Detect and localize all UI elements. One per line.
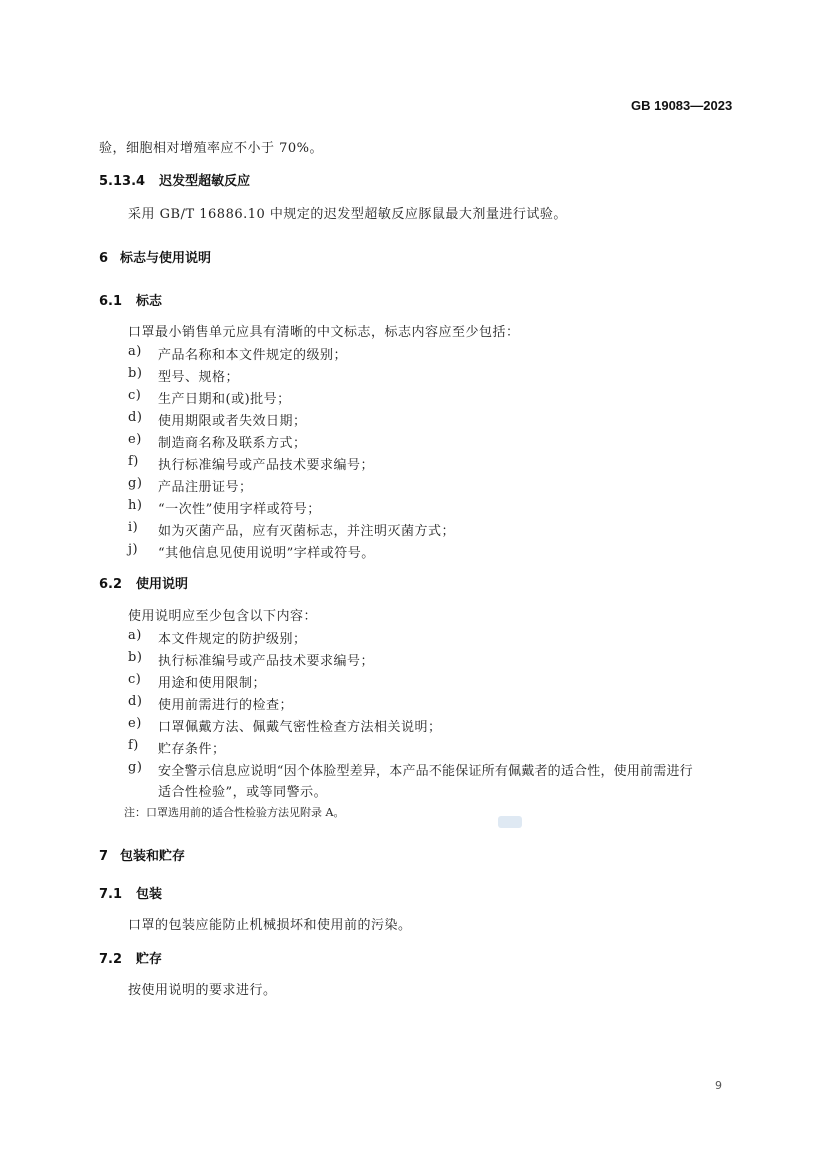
list-text: 安全警示信息应说明“因个体脸型差异，本产品不能保证所有佩戴者的适合性，使用前需进行 <box>158 764 693 779</box>
clause-7-1-text: 口罩的包装应能防止机械损坏和使用前的污染。 <box>128 918 412 933</box>
chapter-title: 包装和贮存 <box>120 849 186 864</box>
list-text: 使用前需进行的检查； <box>158 698 294 713</box>
list-marker: b) <box>128 650 143 665</box>
list-marker: c) <box>128 672 142 687</box>
list-marker: a) <box>128 628 142 643</box>
list-marker: d) <box>128 694 143 709</box>
list-marker: a) <box>128 344 142 359</box>
list-text-continuation: 适合性检验”，或等同警示。 <box>158 785 328 800</box>
sac-watermark <box>498 816 522 828</box>
clause-number: 6.1 <box>99 294 123 309</box>
clause-title: 标志 <box>136 294 163 309</box>
clause-title: 包装 <box>136 887 163 902</box>
page-number: 9 <box>715 1079 722 1092</box>
clause-title: 使用说明 <box>136 577 189 592</box>
list-marker: d) <box>128 410 143 425</box>
list-text: 本文件规定的防护级别； <box>158 632 307 647</box>
clause-title: 迟发型超敏反应 <box>159 174 251 189</box>
list-marker: f) <box>128 454 139 469</box>
list-text: 执行标准编号或产品技术要求编号； <box>158 654 375 669</box>
list-marker: b) <box>128 366 143 381</box>
paragraph-continuation: 验，细胞相对增殖率应不小于 70%。 <box>99 141 324 156</box>
clause-5-13-4-text: 采用 GB/T 16886.10 中规定的迟发型超敏反应豚鼠最大剂量进行试验。 <box>128 207 567 222</box>
standard-number: GB 19083—2023 <box>631 98 733 113</box>
clause-number: 7.1 <box>99 887 123 902</box>
clause-6-1-intro: 口罩最小销售单元应具有清晰的中文标志，标志内容应至少包括： <box>128 325 520 340</box>
chapter-title: 标志与使用说明 <box>120 251 212 266</box>
list-marker: c) <box>128 388 142 403</box>
clause-6-2-intro: 使用说明应至少包含以下内容： <box>128 609 318 624</box>
list-text: 产品名称和本文件规定的级别； <box>158 348 348 363</box>
list-marker: g) <box>128 476 143 491</box>
list-text: 如为灭菌产品，应有灭菌标志，并注明灭菌方式； <box>158 524 456 539</box>
list-text: 生产日期和(或)批号； <box>158 392 291 407</box>
clause-5-13-4-heading <box>99 170 250 189</box>
list-marker: f) <box>128 738 139 753</box>
clause-title: 贮存 <box>136 952 163 967</box>
list-text: “一次性”使用字样或符号； <box>158 502 321 517</box>
chapter-6-heading <box>99 247 211 266</box>
clause-7-2-heading <box>99 948 162 967</box>
list-marker: i) <box>128 520 139 535</box>
chapter-number: 7 <box>99 849 109 864</box>
list-marker: g) <box>128 760 143 775</box>
list-marker: e) <box>128 432 142 447</box>
list-text: 用途和使用限制； <box>158 676 267 691</box>
list-text: 口罩佩戴方法、佩戴气密性检查方法相关说明； <box>158 720 442 735</box>
clause-number: 6.2 <box>99 577 123 592</box>
list-text: 贮存条件； <box>158 742 226 757</box>
list-marker: j) <box>128 542 139 557</box>
list-text: 制造商名称及联系方式； <box>158 436 307 451</box>
list-marker: e) <box>128 716 142 731</box>
list-text: 使用期限或者失效日期； <box>158 414 307 429</box>
list-text: “其他信息见使用说明”字样或符号。 <box>158 546 375 561</box>
chapter-7-heading <box>99 845 185 864</box>
list-text: 产品注册证号； <box>158 480 253 495</box>
chapter-number: 6 <box>99 251 109 266</box>
note: 注：口罩选用前的适合性检验方法见附录 A。 <box>124 806 345 819</box>
clause-6-2-heading <box>99 573 188 592</box>
clause-number: 7.2 <box>99 952 123 967</box>
list-marker: h) <box>128 498 143 513</box>
clause-6-1-heading <box>99 290 162 309</box>
clause-7-2-text: 按使用说明的要求进行。 <box>128 983 277 998</box>
clause-number: 5.13.4 <box>99 174 146 189</box>
list-text: 执行标准编号或产品技术要求编号； <box>158 458 375 473</box>
clause-7-1-heading <box>99 883 162 902</box>
list-text: 型号、规格； <box>158 370 240 385</box>
